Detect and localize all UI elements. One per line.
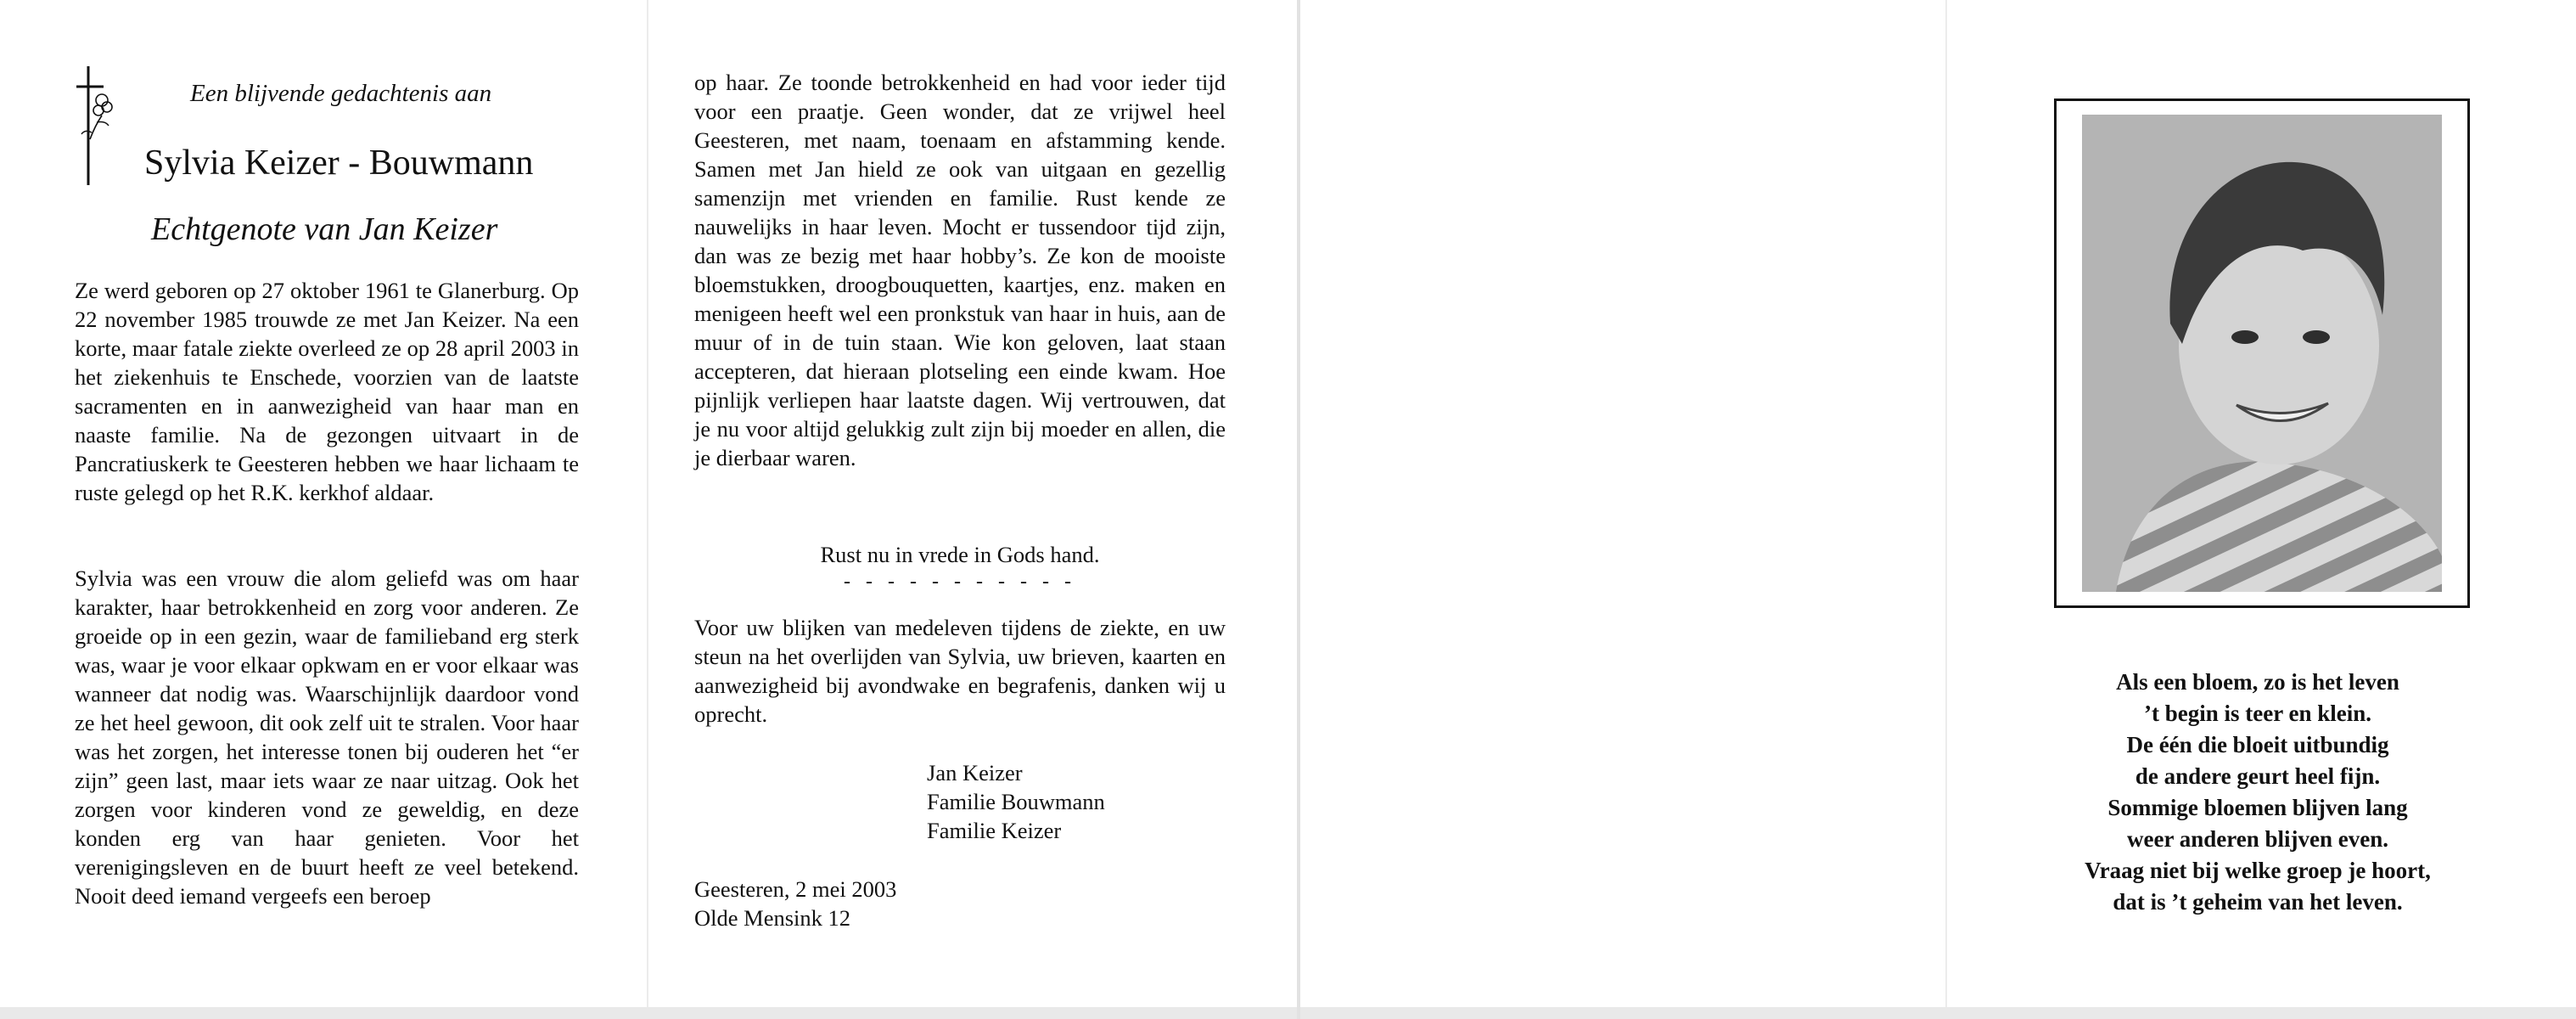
poem-line: Als een bloem, zo is het leven — [2116, 669, 2399, 695]
portrait-photo — [2082, 115, 2442, 592]
biography-paragraph-3: op haar. Ze toonde betrokkenheid en had voor ieder tijd voor een praatje. Geen wonder, dat ze vrijwel heel Geesteren, met naam, toenaam en afstamming kende. Samen met Jan hield ze ook van uitgaan en gezellig samenzijn met vrienden en familie. Rust kende ze nauwelijks in haar leven. Mocht er tussendoor tijd zijn, dan was ze bezig met haar hobby’s. Ze kon de mooiste bloemstukken, droogbouquetten, kaartjes, enz. maken en menigeen heeft wel een pronkstuk van haar in huis, aan de muur of in de tuin staan. Wie kon geloven, laat staan accepteren, dat hieraan plotseling een einde kwam. Hoe pijnlijk verliepen haar laatste dagen. Wij vertrouwen, dat je nu voor altijd gelukkig zult zijn bij moeder en allen, die je dierbaar waren. — [694, 70, 1226, 470]
place-date: Geesteren, 2 mei 2003 — [694, 876, 897, 902]
poem-line: De één die bloeit uitbundig — [2126, 732, 2389, 757]
photo-frame — [2054, 99, 2470, 608]
paper-edge — [1300, 1007, 2576, 1019]
place-and-address — [694, 875, 896, 932]
fold-line — [1945, 0, 1947, 1019]
biography-paragraph-1: Ze werd geboren op 27 oktober 1961 te Glanerburg. Op 22 november 1985 trouwde ze met Jan Keizer. Na een korte, maar fatale ziekte overleed ze op 28 april 2003 in het ziekenhuis te Enschede, voorzien van de laatste sacramenten en in aanwezigheid van haar man en naaste familie. Na de gezongen uitvaart in de Pancratiuskerk te Geesteren hebben we haar lichaam te ruste gelegd op het R.K. kerkhof aldaar. — [75, 278, 579, 505]
divider: - - - - - - - - - - - — [844, 571, 1076, 593]
paper-edge — [0, 1007, 1297, 1019]
intro-text: Een blijvende gedachtenis aan — [190, 80, 492, 107]
fold-line — [647, 0, 648, 1019]
poem-line: Sommige bloemen blijven lang — [2107, 795, 2408, 820]
address: Olde Mensink 12 — [694, 905, 851, 931]
rest-in-peace-line: Rust nu in vrede in Gods hand. — [820, 542, 1100, 567]
poem-line: Vraag niet bij welke groep je hoort, — [2085, 858, 2431, 883]
signature-line: Familie Bouwmann — [927, 789, 1105, 814]
poem-line: dat is ’t geheim van het leven. — [2113, 889, 2403, 915]
thank-you-paragraph: Voor uw blijken van medeleven tijdens de ziekte, en uw steun na het overlijden van Sylvia, uw brieven, kaarten en aanwezigheid bij avondwake en begrafenis, danken wij u oprecht. — [694, 615, 1226, 727]
deceased-name: Sylvia Keizer - Bouwmann — [144, 144, 534, 183]
signature-line: Familie Keizer — [927, 818, 1062, 843]
poem-line: ’t begin is teer en klein. — [2144, 701, 2371, 726]
signature-block — [927, 758, 1105, 845]
poem-line: weer anderen blijven even. — [2127, 826, 2388, 852]
signature-line: Jan Keizer — [927, 760, 1023, 785]
spouse-line: Echtgenote van Jan Keizer — [151, 211, 498, 247]
biography-paragraph-2: Sylvia was een vrouw die alom geliefd was om haar karakter, haar betrokkenheid en zorg voor anderen. Ze groeide op in een gezin, waar de familieband erg sterk was, waar je voor elkaar opkwam en er voor elkaar was wanneer dat nodig was. Waarschijnlijk daardoor vond ze het heel gewoon, dit ook zelf uit te stralen. Voor haar was het zorgen, het interesse tonen bij ouderen het “er zijn” geen last, maar iets waar ze naar uitzag. Ook het zorgen voor kinderen vond ze geweldig, en deze konden erg van haar genieten. Voor het verenigingsleven en de buurt heeft ze veel betekend. Nooit deed iemand vergeefs een beroep — [75, 566, 579, 909]
poem-line: de andere geurt heel fijn. — [2135, 763, 2381, 789]
poem — [2020, 667, 2495, 918]
portrait-illustration — [2082, 115, 2442, 592]
cross-with-flower-icon — [76, 66, 115, 185]
